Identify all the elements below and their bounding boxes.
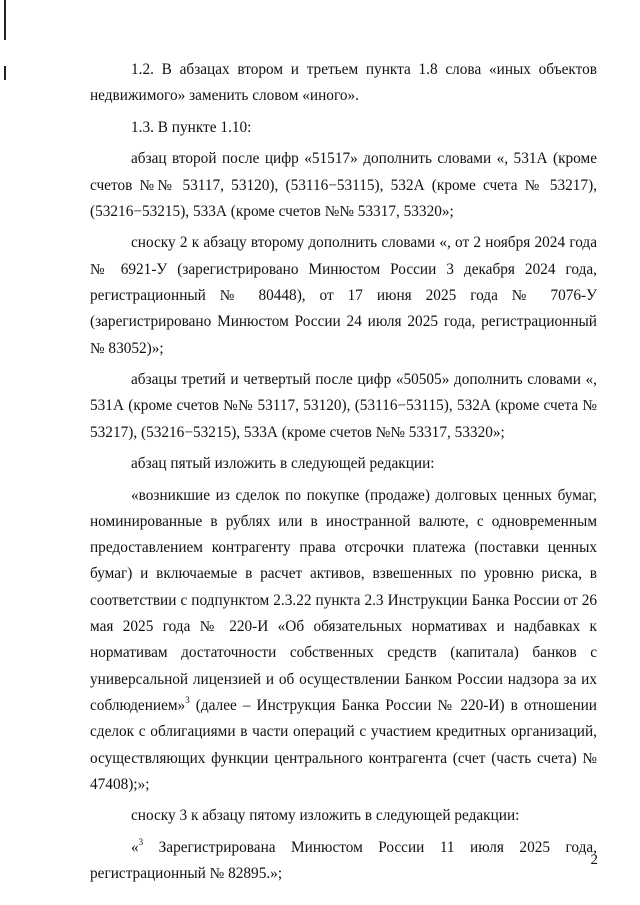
- paragraph-snoska-3-instruction: сноску 3 к абзацу пятому изложить в следующей редакции:: [131, 807, 520, 825]
- footnote-3-text: Зарегистрирована Минюстом России 11 июля 2025 года, регистрационный № 82895.»;: [90, 838, 597, 883]
- quote-text-part-2: (далее – Инструкция Банка России № 220-И) в отношении сделок с облигациями в части операций с участием кредитных организаций, осуществляющих функции центрального контрагента (счет (часть счета) № 47408);»;: [90, 696, 597, 793]
- paragraph-snoska-2: сноску 2 к абзацу второму дополнить словами «, от 2 ноября 2024 года № 6921-У (зарегистрировано Минюстом России 3 декабря 2024 года, регистрационный № 80448), от 17 июня 2025 года № 7076-У (зарегистрировано Минюстом России 24 июля 2025 года, регистрационный № 83052)»;: [90, 234, 597, 357]
- paragraph-1-2: 1.2. В абзацах втором и третьем пункта 1.8 слова «иных объектов недвижимого» заменить словом «иного».: [90, 61, 597, 105]
- document-page: [90, 57, 597, 887]
- quote-text-part-1: «возникшие из сделок по покупке (продаже) долговых ценных бумаг, номинированные в рублях или в иностранной валюте, с одновременным предоставлением контрагенту права отсрочки платежа (поставки ценных бумаг) и включаемые в расчет активов, взвешенных по уровню риска, в соответствии с подпунктом 2.3.22 пункта 2.3 Инструкции Банка России от 26 мая 2025 года № 220-И «Об обязательных нормативах и надбавках к нормативам достаточности собственных средств (капитала) банков с универсальной лицензией и об осуществлении Банком России надзора за их соблюдением»: [90, 486, 597, 714]
- paragraph-abzac-vtoroy: абзац второй после цифр «51517» дополнить словами «, 531А (кроме счетов №№ 53117, 53120), (53116−53115), 532А (кроме счета № 53217), (53216−53215), 533А (кроме счетов №№ 53317, 53320»;: [90, 150, 597, 220]
- scan-edge-mark: [4, 0, 6, 40]
- page-number: 2: [590, 852, 598, 868]
- footnote-open-quote: «: [131, 838, 139, 856]
- footnote-mark-3: 3: [138, 836, 144, 847]
- paragraph-1-3: 1.3. В пункте 1.10:: [131, 118, 252, 136]
- footnote-3-new-text: [90, 835, 597, 888]
- scan-edge-mark: [4, 66, 6, 80]
- paragraph-abzacy-tretiy-chetvertyy: абзацы третий и четвертый после цифр «50505» дополнить словами «, 531А (кроме счетов №№ 53117, 53120), (53116−53115), 532А (кроме счета № 53217), (53216−53215), 533А (кроме счетов №№ 53317, 53320»;: [90, 371, 597, 441]
- footnote-reference-3: 3: [185, 694, 190, 705]
- quoted-new-text: [90, 483, 597, 799]
- paragraph-abzac-pyatyy: абзац пятый изложить в следующей редакции:: [131, 455, 435, 473]
